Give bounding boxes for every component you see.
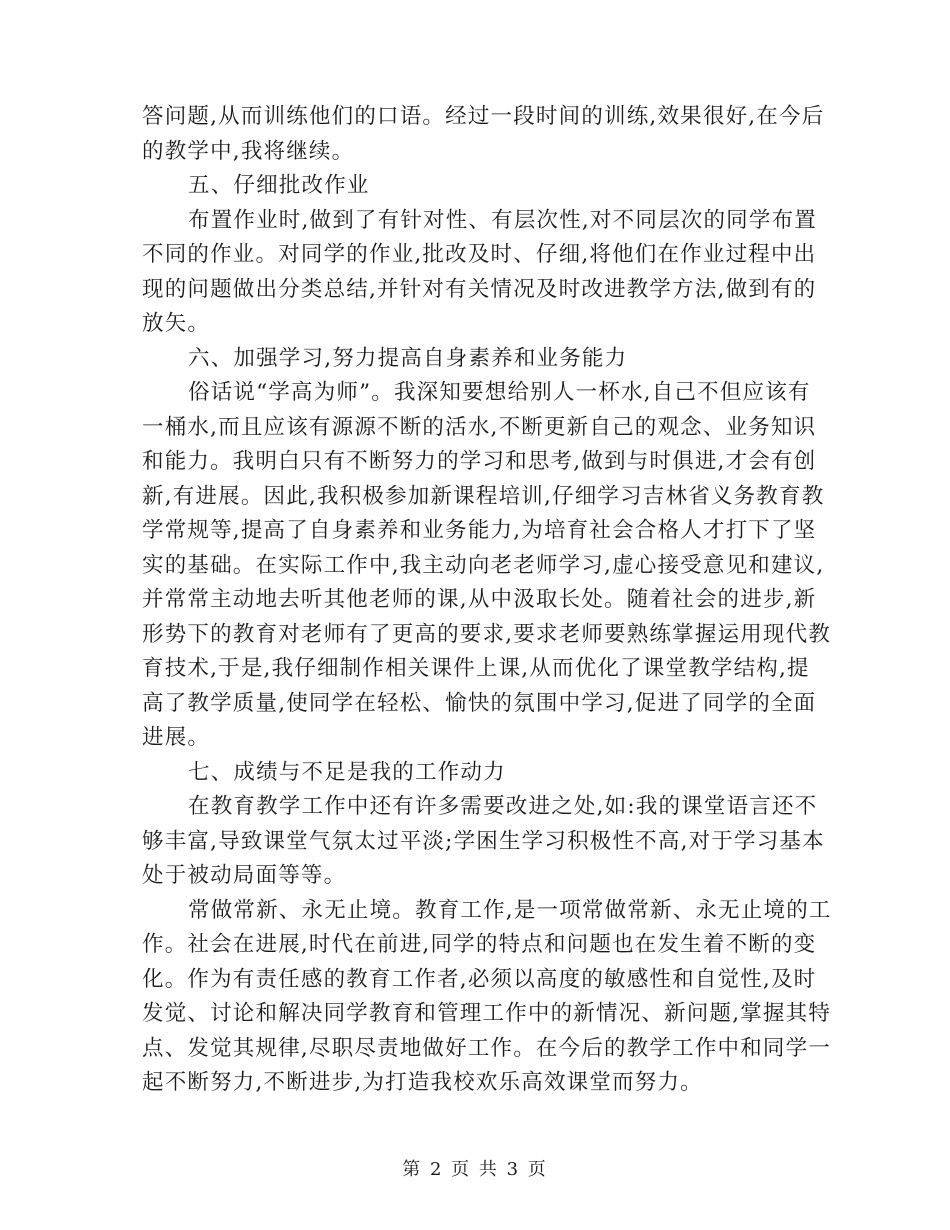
text-line: 进展。 (142, 725, 211, 750)
text-line: 学常规等,提高了自身素养和业务能力,为培育社会合格人才打下了坚 (142, 518, 817, 543)
page-number-footer: 第 2 页 共 3 页 (402, 1159, 548, 1180)
text-line: 六、加强学习,努力提高自身素养和业务能力 (188, 345, 628, 371)
text-line: 放矢。 (142, 311, 211, 336)
text-line: 实的基础。在实际工作中,我主动向老老师学习,虚心接受意见和建议, (142, 552, 825, 578)
text-line: 不同的作业。对同学的作业,批改及时、仔细,将他们在作业过程中出 (142, 242, 817, 267)
document-body (142, 100, 832, 1101)
text-line: 一桶水,而且应该有源源不断的活水,不断更新自己的观念、业务知识 (142, 414, 817, 440)
text-line: 起不断努力,不断进步,为打造我校欢乐高效课堂而努力。 (142, 1070, 703, 1095)
text-line: 发觉、讨论和解决同学教育和管理工作中的新情况、新问题,掌握其特 (142, 1001, 832, 1026)
text-line: 答问题,从而训练他们的口语。经过一段时间的训练,效果很好,在今后 (142, 104, 825, 129)
text-line: 七、成绩与不足是我的工作动力 (188, 759, 506, 785)
text-line: 现的问题做出分类总结,并针对有关情况及时改进教学方法,做到有的 (142, 276, 817, 302)
text-line: 育技术,于是,我仔细制作相关课件上课,从而优化了课堂教学结构,提 (142, 656, 810, 681)
text-line: 常做常新、永无止境。教育工作,是一项常做常新、永无止境的工 (188, 897, 832, 923)
text-line: 五、仔细批改作业 (188, 173, 370, 198)
text-line: 和能力。我明白只有不断努力的学习和思考,做到与时俱进,才会有创 (142, 449, 817, 474)
text-line: 俗话说“学高为师”。我深知要想给别人一杯水,自己不但应该有 (188, 380, 811, 405)
text-line: 形势下的教育对老师有了更高的要求,要求老师要熟练掌握运用现代教 (142, 621, 832, 647)
text-line: 化。作为有责任感的教育工作者,必须以高度的敏感性和自觉性,及时 (142, 966, 817, 992)
text-line: 新,有进展。因此,我积极参加新课程培训,仔细学习吉林省义务教育教 (142, 483, 825, 509)
text-line: 并常常主动地去听其他老师的课,从中汲取长处。随着社会的进步,新 (142, 587, 817, 612)
text-line: 在教育教学工作中还有许多需要改进之处,如:我的课堂语言还不 (188, 794, 818, 819)
text-line: 的教学中,我将继续。 (142, 138, 355, 164)
text-line: 作。社会在进展,时代在前进,同学的特点和问题也在发生着不断的变 (142, 932, 817, 957)
text-line: 高了教学质量,使同学在轻松、愉快的氛围中学习,促进了同学的全面 (142, 690, 817, 716)
text-line: 点、发觉其规律,尽职尽责地做好工作。在今后的教学工作中和同学一 (142, 1035, 832, 1061)
text-line: 布置作业时,做到了有针对性、有层次性,对不同层次的同学布置 (188, 207, 817, 233)
text-line: 处于被动局面等等。 (142, 863, 347, 888)
text-line: 够丰富,导致课堂气氛太过平淡;学困生学习积极性不高,对于学习基本 (142, 828, 825, 854)
